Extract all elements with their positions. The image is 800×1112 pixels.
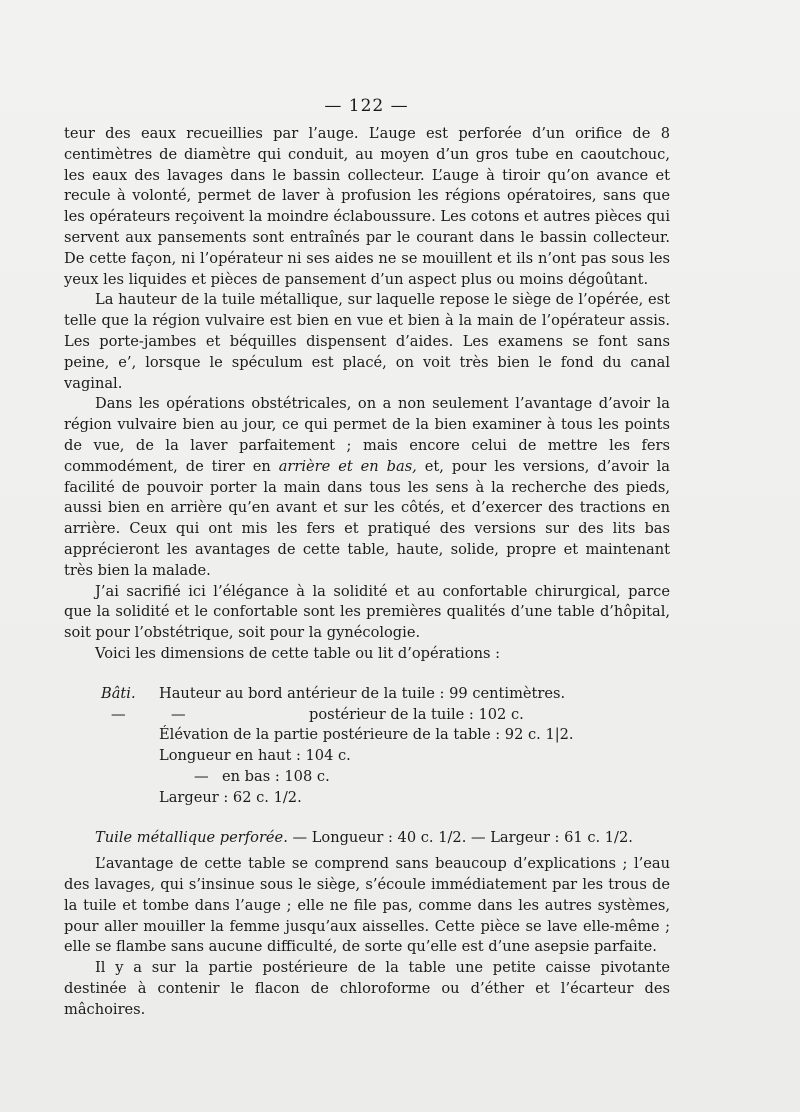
- obstetric-rest: et, pour les versions, d’avoir la facilité de pouvoir porter la main dans tous les sens à la recherche des pieds, aussi bien en arrière qu’en avant et sur les côtés, et d’exercer des tractions en arrière. Ceux qui ont mis les fers et pratiqué des versions sur des lits bas apprécieront les avantages de cette table, haute, solide, propre et maintenant très bien la malade.: [64, 457, 670, 579]
- spec-rear-height: [64, 705, 670, 726]
- obstetric-italic: arrière et en bas,: [278, 457, 417, 475]
- paragraph-auge: teur des eaux recueillies par l’auge. L’auge est perforée d’un orifice de 8 centimètres de diamètre qui conduit, au moyen d’un gros tube en caoutchouc, les eaux des lavages dans le bassin collecteur. L’auge à tiroir qu’on avance et recule à volonté, permet de laver à profusion les régions opératoires, sans que les opérateurs reçoivent la moindre éclaboussure. Les cotons et autres pièces qui servent aux pansements sont entraînés par le courant dans le bassin collecteur. De cette façon, ni l’opérateur ni ses aides ne se mouillent et ils n’ont pas sous les yeux les liquides et pièces de pansement d’un aspect plus ou moins dégoûtant.: [64, 125, 670, 288]
- dimensions-list: [64, 684, 670, 809]
- spec-rear-height-text: postérieur de la tuile : 102 c.: [309, 705, 524, 723]
- ditto-dash-3: —: [194, 767, 209, 785]
- paragraph-hauteur: La hauteur de la tuile métallique, sur laquelle repose le siège de l’opérée, est telle que la région vulvaire est bien en vue et bien à la main de l’opérateur assis. Les porte-jambes et béquilles dispensent d’aides. Les examens se font sans peine, e’, lorsque le spéculum est placé, on voit très bien le fond du canal vaginal.: [64, 291, 670, 392]
- paragraph-avantage: L’avantage de cette table se comprend sans beaucoup d’explications ; l’eau des lavages, qui s’insinue sous le siège, s’écoule immédiatement par les trous de la tuile et tombe dans l’auge ; elle ne file pas, comme dans les autres systèmes, pour aller mouiller la femme jusqu’aux aisselles. Cette pièce se lave elle-même ; elle se flambe sans aucune difficulté, de sorte qu’elle est d’une asepsie parfaite.: [64, 855, 670, 956]
- paragraph-obstetric: [64, 394, 670, 581]
- spec-length-top-text: Longueur en haut : 104 c.: [159, 747, 351, 765]
- spec-length-bottom-text: en bas : 108 c.: [222, 767, 330, 785]
- paragraph-caisse: Il y a sur la partie postérieure de la table une petite caisse pivotante destinée à contenir le flacon de chloroforme ou d’éther et l’écarteur des mâchoires.: [64, 959, 670, 1018]
- obstetric-middle: région vulvaire bien au jour, ce qui permet de la bien examiner à tous les points de vue, de la laver parfaitement ; mais encore celui de mettre les fers commodément, de tirer en: [64, 416, 670, 475]
- body-text: [64, 124, 670, 1021]
- ditto-dash-2: —: [171, 705, 186, 723]
- page-number: — 122 —: [324, 96, 409, 116]
- spec-front-height: [64, 684, 670, 705]
- spec-rear-elevation: [64, 725, 670, 746]
- tile-dimensions: [64, 828, 670, 849]
- paragraph-sacrifice: J’ai sacrifié ici l’élégance à la solidité et au confortable chirurgical, parce que la solidité et le confortable sont les premières qualités d’une table d’hôpital, soit pour l’obstétrique, soit pour la gynécologie.: [64, 582, 670, 642]
- spec-rear-elevation-text: Élévation de la partie postérieure de la table : 92 c. 1|2.: [159, 726, 574, 744]
- tile-label: Tuile métallique perforée.: [95, 828, 288, 846]
- ditto-dash-1: —: [111, 705, 126, 723]
- spec-front-height-text: Hauteur au bord antérieur de la tuile : 99 centimètres.: [159, 684, 566, 702]
- paragraph-dimensions-intro: Voici les dimensions de cette table ou lit d’opérations :: [95, 644, 501, 662]
- bati-label: Bâti.: [101, 684, 136, 702]
- spec-width-text: Largeur : 62 c. 1/2.: [159, 788, 302, 806]
- spec-length-bottom: [64, 767, 670, 788]
- obstetric-lead: Dans les opérations obstétricales, on a non seulement l’avantage d’avoir la: [95, 395, 670, 413]
- spec-width: [64, 788, 670, 809]
- spec-length-top: [64, 746, 670, 767]
- tile-dims: — Longueur : 40 c. 1/2. — Largeur : 61 c. 1/2.: [292, 828, 633, 846]
